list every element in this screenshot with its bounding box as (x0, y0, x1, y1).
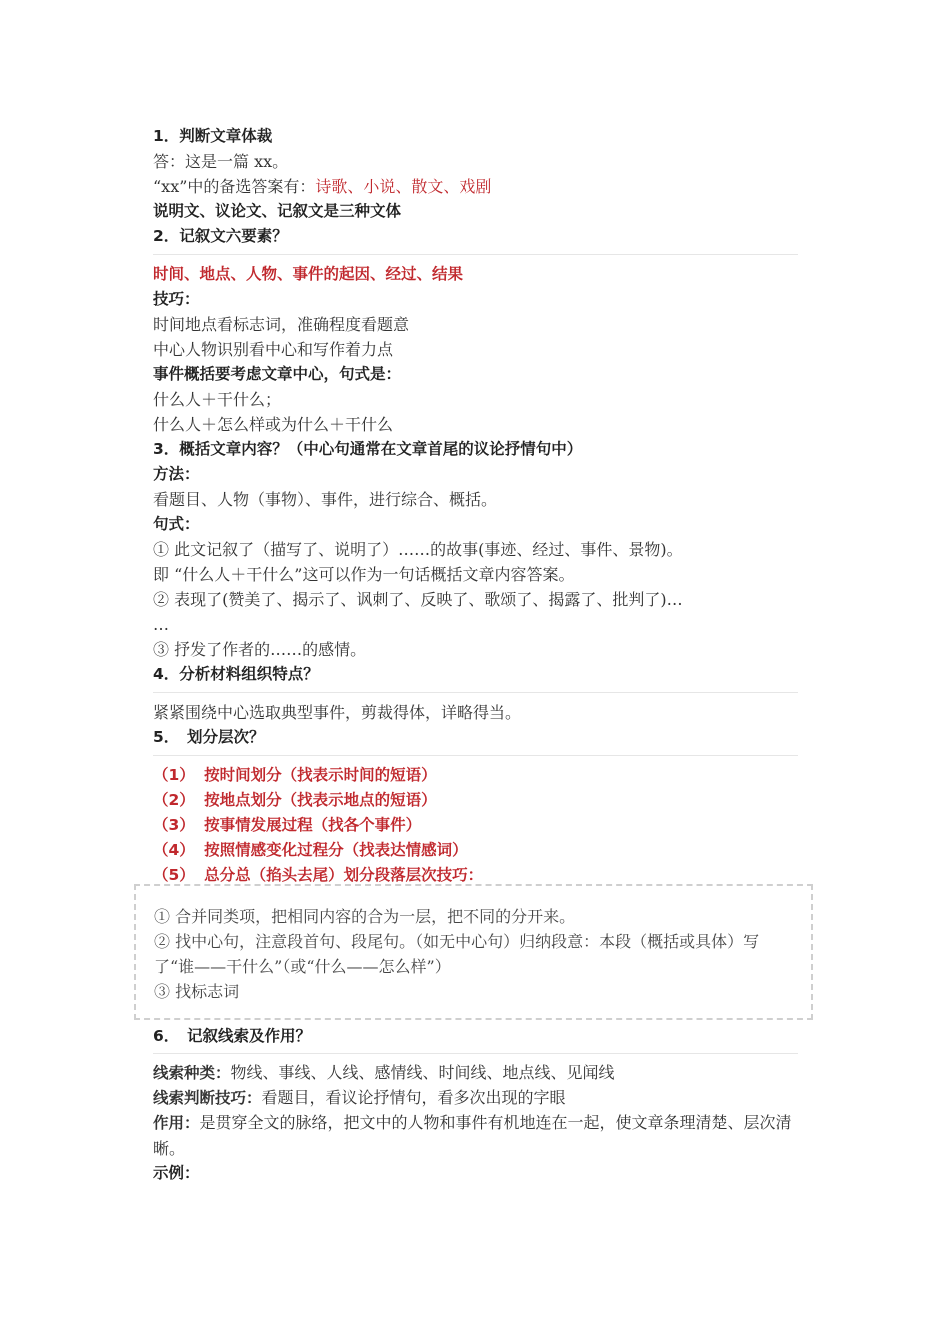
pattern-item-2b: … (153, 615, 169, 634)
layer-num: （4） (153, 841, 195, 859)
tip-3: 事件概括要考虑文章中心，句式是： (153, 365, 402, 383)
layer-num: （1） (153, 766, 195, 784)
layer-item (153, 813, 798, 838)
pattern-1: 什么人＋干什么； (153, 390, 282, 409)
section-6 (153, 1024, 798, 1186)
layer-num: （2） (153, 791, 195, 809)
method-text: 看题目、人物（事物）、事件，进行综合、概括。 (153, 490, 498, 509)
clue-types-text: 物线、事线、人线、感情线、时间线、地点线、见闻线 (230, 1063, 615, 1082)
divider (153, 755, 798, 756)
divider (153, 1053, 798, 1054)
layer-item (153, 788, 798, 813)
tip-2: 中心人物识别看中心和写作着力点 (153, 340, 394, 359)
layer-text: 按事情发展过程（找各个事件） (204, 816, 422, 834)
section-4-answer: 紧紧围绕中心选取典型事件，剪裁得体，详略得当。 (153, 703, 522, 722)
divider (153, 692, 798, 693)
options-highlight: 诗歌、小说、散文、戏剧 (315, 177, 492, 196)
layer-num: （3） (153, 816, 195, 834)
options-prefix: “xx”中的备选答案有： (153, 177, 316, 196)
tip-1: 时间地点看标志词，准确程度看题意 (153, 315, 410, 334)
section-1-answer: 答：这是一篇 xx。 (153, 152, 289, 171)
layer-text: 按时间划分（找表示时间的短语） (204, 766, 437, 784)
divider (153, 254, 798, 255)
section-1-options (153, 174, 798, 199)
layer-num: （5） (153, 866, 195, 884)
clue-effect-label: 作用： (153, 1114, 200, 1132)
section-1-note: 说明文、议论文、记叙文是三种文体 (153, 202, 402, 220)
example-label: 示例： (153, 1164, 200, 1182)
clue-judge (153, 1085, 798, 1110)
clue-effect-text: 是贯穿全文的脉络，把文中的人物和事件有机地连在一起，使文章条理清楚、层次清晰。 (153, 1113, 792, 1158)
section-4-title: 4．分析材料组织特点？ (153, 665, 319, 683)
section-5-title: 5． 划分层次？ (153, 728, 265, 746)
section-1-title: 1．判断文章体裁 (153, 127, 273, 145)
clue-types (153, 1060, 798, 1085)
pattern-2: 什么人＋怎么样或为什么＋干什么 (153, 415, 394, 434)
box-tip-3: ③ 找标志词 (154, 982, 240, 1001)
pattern-item-2: ② 表现了(赞美了、揭示了、讽刺了、反映了、歌颂了、揭露了、批判了)… (153, 590, 683, 609)
layer-item (153, 838, 798, 863)
layer-text: 总分总（掐头去尾）划分段落层次技巧： (204, 866, 484, 884)
document-body (153, 124, 798, 888)
clue-judge-text: 看题目，看议论抒情句，看多次出现的字眼 (261, 1088, 566, 1107)
clue-effect (153, 1110, 798, 1161)
pattern-label: 句式： (153, 515, 200, 533)
box-tip-1: ① 合并同类项，把相同内容的合为一层，把不同的分开来。 (154, 907, 576, 926)
layer-text: 按地点划分（找表示地点的短语） (204, 791, 437, 809)
pattern-item-1b: 即 “什么人＋干什么”这可以作为一句话概括文章内容答案。 (153, 565, 575, 584)
method-label: 方法： (153, 465, 200, 483)
six-elements: 时间、地点、人物、事件的起因、经过、结果 (153, 265, 464, 283)
pattern-item-3: ③ 抒发了作者的……的感情。 (153, 640, 367, 659)
clue-types-label: 线索种类： (153, 1064, 231, 1082)
box-tip-2: ② 找中心句，注意段首句、段尾句。（如无中心句）归纳段意：本段（概括或具体）写了“谁——干什么”（或“什么——怎么样”） (154, 932, 760, 976)
section-6-title: 6． 记叙线索及作用？ (153, 1027, 312, 1045)
layer-text: 按照情感变化过程分（找表达情感词） (204, 841, 468, 859)
clue-judge-label: 线索判断技巧： (153, 1089, 262, 1107)
pattern-item-1: ① 此文记叙了（描写了、说明了）……的故事(事迹、经过、事件、景物)。 (153, 540, 683, 559)
tips-label: 技巧： (153, 290, 200, 308)
section-3-title: 3．概括文章内容？（中心句通常在文章首尾的议论抒情句中） (153, 440, 583, 458)
section-2-title: 2．记叙文六要素？ (153, 227, 288, 245)
layer-item (153, 763, 798, 788)
tips-box (134, 884, 813, 1020)
